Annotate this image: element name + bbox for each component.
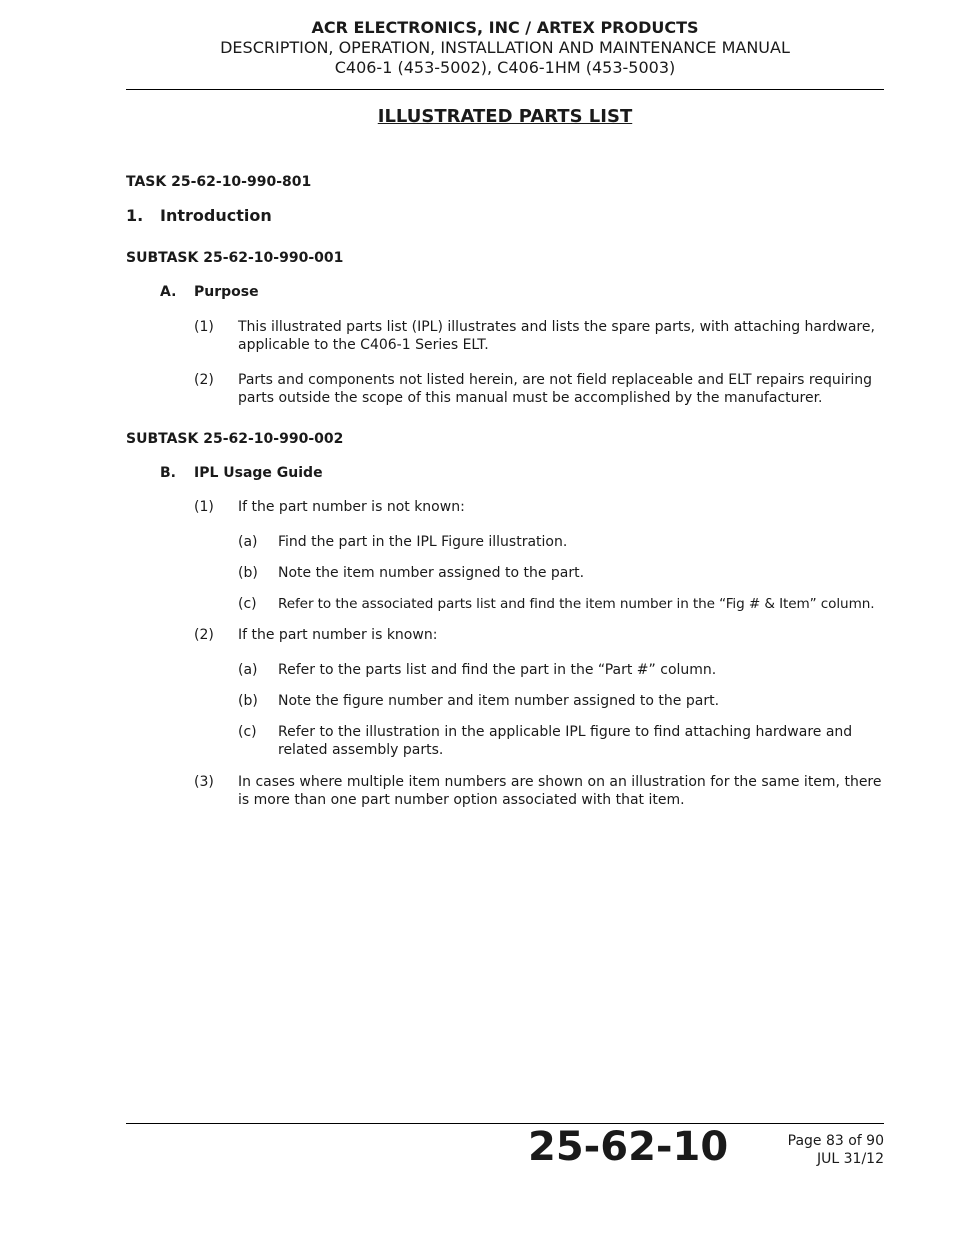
usage-item-1c-number: (c)	[238, 596, 257, 612]
usage-item-1b-text: Note the item number assigned to the part.	[278, 565, 585, 581]
purpose-item-2-number: (2)	[194, 372, 214, 388]
usage-item-1a-number: (a)	[238, 534, 258, 550]
header-divider	[126, 89, 884, 90]
subsection-title-purpose: Purpose	[194, 284, 259, 300]
usage-item-2-number: (2)	[194, 627, 214, 643]
usage-item-1c-text: Refer to the associated parts list and find the item number in the “Fig # & Item” column.	[278, 596, 875, 612]
footer-divider	[126, 1123, 884, 1124]
usage-item-2c-text: Refer to the illustration in the applicable IPL figure to find attaching hardware and related assembly parts.	[278, 724, 853, 758]
manual-title: DESCRIPTION, OPERATION, INSTALLATION AND MAINTENANCE MANUAL	[220, 38, 790, 57]
usage-item-1-number: (1)	[194, 499, 214, 515]
subtask-id-1: SUBTASK 25-62-10-990-001	[126, 250, 344, 266]
page-number: Page 83 of 90	[787, 1133, 884, 1149]
page-info	[788, 1132, 884, 1168]
usage-item-2b-text: Note the figure number and item number assigned to the part.	[278, 693, 720, 709]
subsection-title-ipl-usage: IPL Usage Guide	[194, 465, 323, 481]
purpose-item-1-text: This illustrated parts list (IPL) illustrates and lists the spare parts, with attaching hardware, applicable to the C406-1 Series ELT.	[238, 319, 875, 353]
company-name: ACR ELECTRONICS, INC / ARTEX PRODUCTS	[311, 18, 699, 37]
page-title: ILLUSTRATED PARTS LIST	[377, 106, 633, 127]
purpose-item-1-number: (1)	[194, 319, 214, 335]
usage-item-2a-text: Refer to the parts list and find the part in the “Part #” column.	[278, 662, 717, 678]
usage-item-2c-number: (c)	[238, 724, 257, 740]
purpose-item-2-text: Parts and components not listed herein, are not field replaceable and ELT repairs requiring parts outside the scope of this manual must be accomplished by the manufacturer.	[238, 372, 873, 406]
model-numbers: C406-1 (453-5002), C406-1HM (453-5003)	[334, 58, 676, 77]
usage-item-2-text: If the part number is known:	[238, 627, 438, 643]
usage-item-2a-number: (a)	[238, 662, 258, 678]
usage-item-1-text: If the part number is not known:	[238, 499, 465, 515]
usage-item-1b-number: (b)	[238, 565, 258, 581]
section-title: Introduction	[160, 206, 272, 225]
revision-date: JUL 31/12	[817, 1151, 884, 1167]
chapter-section-number: 25-62-10	[528, 1124, 729, 1170]
usage-item-2b-number: (b)	[238, 693, 258, 709]
usage-item-3-text: In cases where multiple item numbers are shown on an illustration for the same item, there is more than one part number option associated with that item.	[238, 774, 882, 808]
document-header	[126, 18, 884, 78]
subsection-letter-b: B.	[160, 465, 176, 481]
section-number: 1.	[126, 206, 144, 225]
subtask-id-2: SUBTASK 25-62-10-990-002	[126, 431, 344, 447]
task-id: TASK 25-62-10-990-801	[126, 174, 312, 190]
usage-item-3-number: (3)	[194, 774, 214, 790]
subsection-letter-a: A.	[160, 284, 177, 300]
usage-item-1a-text: Find the part in the IPL Figure illustration.	[278, 534, 568, 550]
